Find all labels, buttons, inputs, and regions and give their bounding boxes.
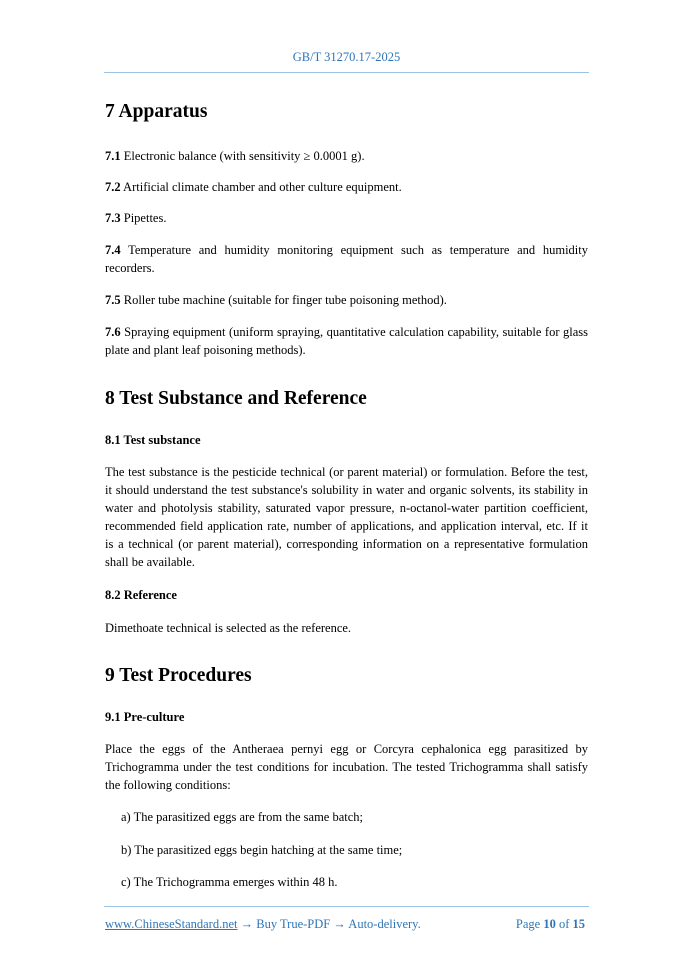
clause-text: Artificial climate chamber and other culture equipment. [120, 180, 402, 194]
para-8-1-line1: The test substance is the pesticide technical (or parent material) or formulation. Before the test, [105, 465, 588, 479]
para-9-1-line3: the following conditions: [105, 778, 231, 792]
clause-7-1 [105, 148, 588, 166]
footer-divider [104, 906, 589, 907]
clause-number: 7.2 [105, 180, 121, 194]
page-total: 15 [572, 917, 585, 931]
clause-7-3 [105, 210, 588, 228]
running-header: GB/T 31270.17-2025 [292, 50, 401, 64]
running-footer [105, 917, 585, 932]
clause-7-6-line1 [105, 324, 588, 342]
clause-text: Temperature and humidity monitoring equipment such as temperature and humidity [120, 243, 588, 257]
para-8-1-line4: recommended field application rate, number of applications, and application interval, etc. If it [105, 519, 588, 533]
section-heading-7: 7 Apparatus [105, 101, 208, 122]
clause-7-4-line2: recorders. [105, 261, 155, 275]
clause-7-5 [105, 292, 588, 310]
section-heading-8: 8 Test Substance and Reference [105, 388, 367, 409]
para-8-2: Dimethoate technical is selected as the reference. [105, 621, 352, 635]
footer-tagline: → Buy True-PDF → Auto-delivery. [237, 917, 421, 931]
clause-number: 7.1 [105, 149, 121, 163]
clause-text: Roller tube machine (suitable for finger tube poisoning method). [120, 293, 447, 307]
subsection-heading-8-2: 8.2 Reference [105, 588, 177, 602]
clause-text: Electronic balance (with sensitivity ≥ 0.0001 g). [120, 149, 365, 163]
subsection-heading-9-1: 9.1 Pre-culture [105, 710, 185, 724]
subsection-heading-8-1: 8.1 Test substance [105, 433, 201, 447]
para-8-1-line5: is a technical (or parent material), corresponding information on a representative formulation [105, 537, 588, 551]
clause-number: 7.5 [105, 293, 121, 307]
page-current: 10 [543, 917, 556, 931]
list-item-c: c) The Trichogramma emerges within 48 h. [121, 875, 338, 889]
header-divider [104, 72, 589, 73]
clause-7-4-line1 [105, 242, 588, 260]
para-9-1-line1: Place the eggs of the Antheraea pernyi egg or Corcyra cephalonica egg parasitized by [105, 742, 588, 756]
para-8-1-line6: shall be available. [105, 555, 195, 569]
clause-number: 7.3 [105, 211, 121, 225]
clause-text: Pipettes. [120, 211, 167, 225]
clause-text: Spraying equipment (uniform spraying, quantitative calculation capability, suitable for glass [120, 325, 588, 339]
website-link[interactable]: www.ChineseStandard.net [105, 917, 238, 931]
page-indicator [516, 917, 585, 932]
page-of: of [555, 917, 573, 931]
clause-7-2 [105, 179, 588, 197]
para-8-1-line2: it should understand the test substance's solubility in water and organic solvents, its stability in [105, 483, 588, 497]
list-item-b: b) The parasitized eggs begin hatching at the same time; [121, 843, 403, 857]
para-9-1-line2: Trichogramma under the test conditions for incubation. The tested Trichogramma shall satisfy [105, 760, 588, 774]
section-heading-9: 9 Test Procedures [105, 665, 252, 686]
page-label: Page [515, 917, 544, 931]
para-8-1-line3: water and photolysis stability, saturated vapor pressure, n-octanol-water partition coefficient, [105, 501, 588, 515]
clause-number: 7.4 [105, 243, 121, 257]
clause-number: 7.6 [105, 325, 121, 339]
list-item-a: a) The parasitized eggs are from the same batch; [121, 810, 364, 824]
clause-7-6-line2: plate and plant leaf poisoning methods). [105, 343, 306, 357]
